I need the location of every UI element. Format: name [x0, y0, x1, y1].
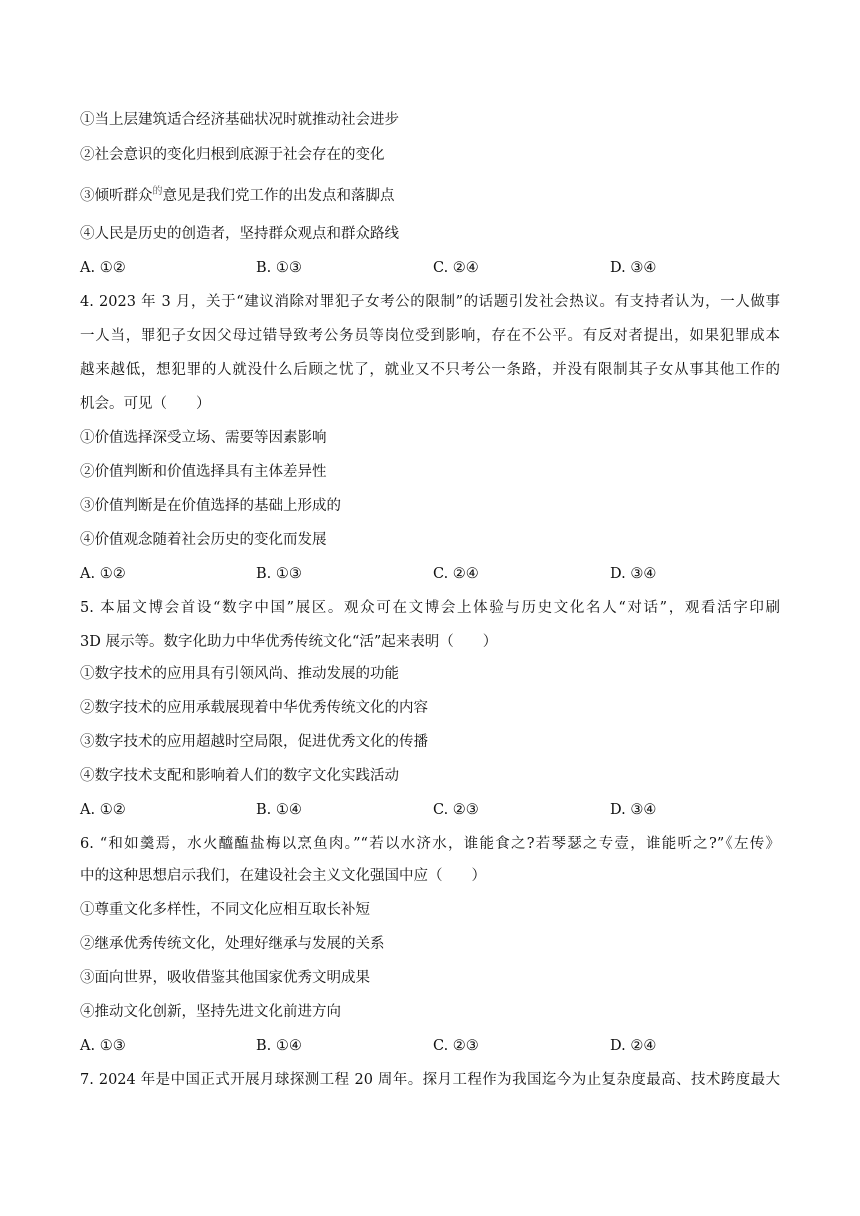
q4-option-b[interactable]: B. ①③	[256, 566, 302, 582]
q5-options	[80, 800, 780, 820]
q3-item-3-start: ③倾听群众	[80, 188, 153, 204]
q5-item-3: ③数字技术的应用超越时空局限，促进优秀文化的传播	[80, 734, 428, 750]
q5-item-1: ①数字技术的应用具有引领风尚、推动发展的功能	[80, 666, 399, 682]
q5-option-c[interactable]: C. ②③	[433, 802, 479, 818]
q4-option-a[interactable]: A. ①②	[80, 566, 126, 582]
q4-option-d[interactable]: D. ③④	[610, 566, 657, 582]
q4-item-1: ①价值选择深受立场、需要等因素影响	[80, 430, 327, 446]
q7-stem-line-1: 7. 2024 年是中国正式开展月球探测工程 20 周年。探月工程作为我国迄今为止复杂度最高、技术跨度最大	[80, 1072, 780, 1088]
q3-item-2: ②社会意识的变化归根到底源于社会存在的变化	[80, 147, 385, 163]
q6-option-d[interactable]: D. ②④	[610, 1038, 657, 1054]
q6-item-1: ①尊重文化多样性，不同文化应相互取长补短	[80, 902, 370, 918]
q6-item-4: ④推动文化创新，坚持先进文化前进方向	[80, 1004, 341, 1020]
q6-stem-line-1: 6. “和如羹焉，水火醯醢盐梅以烹鱼肉。”“若以水济水，谁能食之?若琴瑟之专壹，谁能听之?”《左传》	[80, 836, 780, 852]
q3-option-c[interactable]: C. ②④	[433, 260, 479, 276]
q6-stem-line-2: 中的这种思想启示我们，在建设社会主义文化强国中应（ ）	[80, 868, 486, 884]
q5-option-a[interactable]: A. ①②	[80, 802, 126, 818]
q3-options	[80, 258, 780, 278]
q4-stem-line-1: 4. 2023 年 3 月，关于“建议消除对罪犯子女考公的限制”的话题引发社会热议。有支持者认为，一人做事	[80, 294, 780, 310]
q6-item-3: ③面向世界，吸收借鉴其他国家优秀文明成果	[80, 970, 370, 986]
q3-item-1: ①当上层建筑适合经济基础状况时就推动社会进步	[80, 112, 399, 128]
q5-option-b[interactable]: B. ①④	[256, 802, 302, 818]
q4-options	[80, 564, 780, 584]
q3-option-a[interactable]: A. ①②	[80, 260, 126, 276]
q3-option-d[interactable]: D. ③④	[610, 260, 657, 276]
q5-stem-line-1: 5. 本届文博会首设“数字中国”展区。观众可在文博会上体验与历史文化名人“对话”，观看活字印刷	[80, 600, 780, 616]
q4-stem-line-4: 机会。可见（ ）	[80, 396, 211, 412]
q3-item-3-mark: 的	[152, 186, 163, 197]
q3-option-b[interactable]: B. ①③	[256, 260, 302, 276]
q4-item-2: ②价值判断和价值选择具有主体差异性	[80, 464, 327, 480]
q5-option-d[interactable]: D. ③④	[610, 802, 657, 818]
q6-item-2: ②继承优秀传统文化，处理好继承与发展的关系	[80, 936, 385, 952]
q4-stem-line-3: 越来越低，想犯罪的人就没什么后顾之忧了，就业又不只考公一条路，并没有限制其子女从事其他工作的	[80, 362, 780, 378]
q4-item-3: ③价值判断是在价值选择的基础上形成的	[80, 498, 341, 514]
q3-item-4: ④人民是历史的创造者，坚持群众观点和群众路线	[80, 226, 399, 242]
q4-option-c[interactable]: C. ②④	[433, 566, 479, 582]
q3-item-3-end: 意见是我们党工作的出发点和落脚点	[162, 188, 395, 204]
q5-item-4: ④数字技术支配和影响着人们的数字文化实践活动	[80, 768, 399, 784]
q5-stem-line-2: 3D 展示等。数字化助力中华优秀传统文化“活”起来表明（ ）	[80, 634, 498, 650]
q5-item-2: ②数字技术的应用承载展现着中华优秀传统文化的内容	[80, 700, 428, 716]
q4-stem-line-2: 一人当，罪犯子女因父母过错导致考公务员等岗位受到影响，存在不公平。有反对者提出，如果犯罪成本	[80, 328, 780, 344]
q6-option-a[interactable]: A. ①③	[80, 1038, 126, 1054]
q3-item-3	[80, 186, 395, 208]
q6-option-c[interactable]: C. ②③	[433, 1038, 479, 1054]
q4-item-4: ④价值观念随着社会历史的变化而发展	[80, 532, 327, 548]
q6-option-b[interactable]: B. ①④	[256, 1038, 302, 1054]
q6-options	[80, 1036, 780, 1056]
